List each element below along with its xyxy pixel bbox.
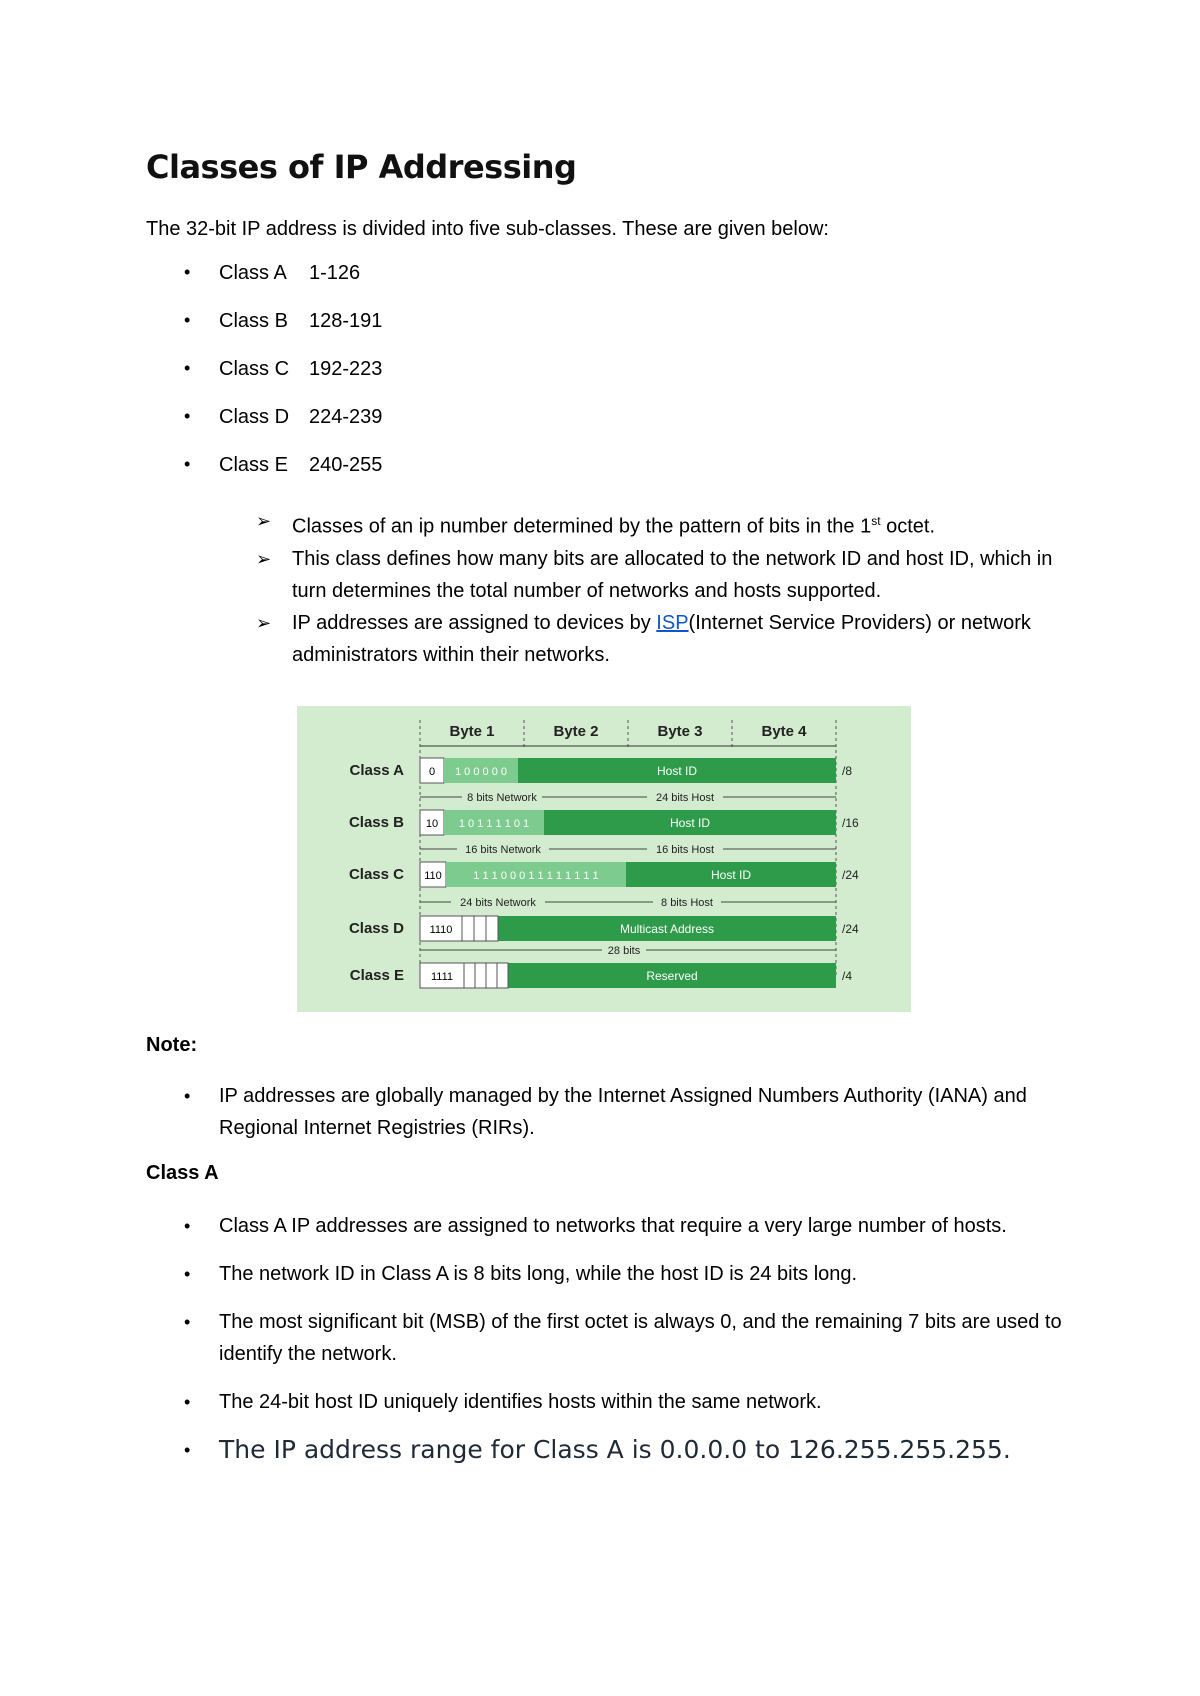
list-item: • Class A 1-126 <box>184 262 361 284</box>
list-item: • Class A IP addresses are assigned to networks that require a very large number of hosts. <box>184 1215 1007 1237</box>
arrow-point-list <box>256 505 1076 671</box>
span-label: 24 bits Host <box>655 792 715 804</box>
list-item: • The IP address range for Class A is 0.0.0.0 to 126.255.255.255. <box>184 1435 1011 1464</box>
list-item: • The 24-bit host ID uniquely identifies hosts within the same network. <box>184 1391 822 1413</box>
mask-label: /4 <box>842 969 853 983</box>
list-item: • IP addresses are globally managed by the Internet Assigned Numbers Authority (IANA) and Regional Internet Registries (RIRs). <box>184 1085 1027 1139</box>
list-item: • Class B 128-191 <box>184 310 383 332</box>
class-a-list <box>146 1210 1076 1482</box>
list-item: • The most significant bit (MSB) of the first octet is always 0, and the remaining 7 bits are used to identify the network. <box>184 1311 1062 1365</box>
network-bits: 1 1 1 0 0 0 1 1 1 1 1 1 1 1 <box>473 870 599 882</box>
field-label: Multicast Address <box>619 922 715 936</box>
row-label: Class D <box>348 920 404 937</box>
ip-class-diagram <box>297 706 911 1012</box>
span-label: 8 bits Network <box>467 792 537 804</box>
mask-label: /8 <box>842 764 853 778</box>
list-item: ➢ This class defines how many bits are allocated to the network ID and host ID, which in turn determines the total number of networks and hosts supported. <box>256 543 1076 607</box>
list-item: • Class E 240-255 <box>184 454 383 476</box>
network-bits: 1 0 0 0 0 0 <box>455 766 507 778</box>
span-label: 28 bits <box>607 945 641 957</box>
class-a-heading: Class A <box>146 1162 219 1184</box>
prefix-bits: 1111 <box>430 971 454 983</box>
class-range-list <box>146 262 382 502</box>
field-label: Host ID <box>669 816 711 830</box>
row-label: Class B <box>348 814 404 831</box>
note-heading: Note: <box>146 1034 198 1056</box>
arrow-bullet-icon: ➢ <box>256 511 272 531</box>
mask-label: /24 <box>842 868 859 882</box>
mask-label: /24 <box>842 922 859 936</box>
network-bits: 1 0 1 1 1 1 0 1 <box>458 818 530 830</box>
intro-text: The 32-bit IP address is divided into five sub-classes. These are given below: <box>146 218 829 240</box>
span-label: 16 bits Network <box>465 844 541 856</box>
field-label: Reserved <box>646 969 698 983</box>
list-item: ➢ IP addresses are assigned to devices by ISP(Internet Service Providers) or network administrators within their networks. <box>256 607 1076 671</box>
list-item: • Class C 192-223 <box>184 358 383 380</box>
page-title: Classes of IP Addressing <box>146 148 577 186</box>
prefix-bits: 0 <box>428 766 436 778</box>
field-label: Host ID <box>656 764 698 778</box>
span-label: 24 bits Network <box>460 897 536 909</box>
arrow-bullet-icon: ➢ <box>256 612 272 633</box>
byte-label: Byte 4 <box>761 723 807 740</box>
row-label: Class A <box>349 762 404 779</box>
byte-label: Byte 2 <box>553 723 599 740</box>
span-label: 8 bits Host <box>661 897 713 909</box>
span-label: 16 bits Host <box>655 844 715 856</box>
list-item: • The network ID in Class A is 8 bits long, while the host ID is 24 bits long. <box>184 1263 858 1285</box>
row-label: Class C <box>348 866 404 883</box>
arrow-bullet-icon: ➢ <box>256 548 272 569</box>
list-item: • Class D 224-239 <box>184 406 383 428</box>
mask-label: /16 <box>842 816 859 830</box>
prefix-bits: 10 <box>425 818 439 830</box>
prefix-bits: 110 <box>424 870 442 882</box>
byte-label: Byte 3 <box>657 723 703 740</box>
byte-label: Byte 1 <box>449 723 495 740</box>
list-item: ➢ Classes of an ip number determined by the pattern of bits in the 1st octet. <box>256 505 1076 543</box>
prefix-bits: 1110 <box>429 924 453 936</box>
note-list <box>146 1080 1076 1160</box>
isp-link[interactable]: ISP <box>656 611 689 634</box>
field-label: Host ID <box>710 868 752 882</box>
row-label: Class E <box>349 967 404 984</box>
